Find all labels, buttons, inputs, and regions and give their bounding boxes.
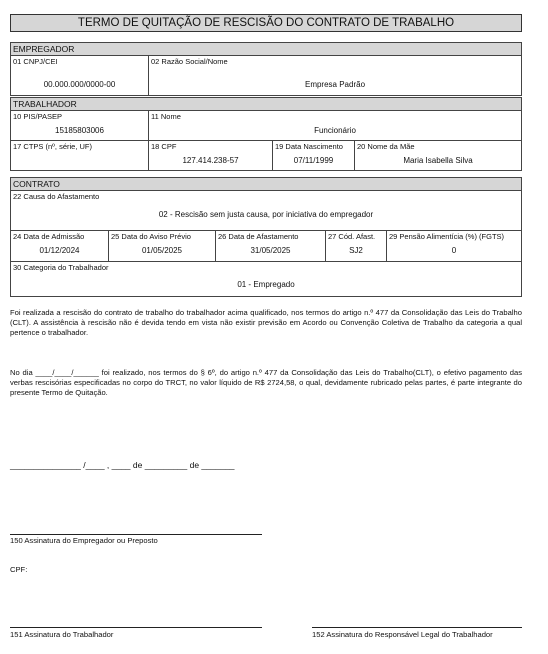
cod-afast-value: SJ2 bbox=[349, 246, 363, 255]
razao-value: Empresa Padrão bbox=[304, 80, 366, 89]
nascimento-value: 07/11/1999 bbox=[293, 156, 334, 165]
section-contrato: CONTRATO bbox=[10, 177, 522, 191]
empregador-signature-line bbox=[10, 534, 262, 535]
pis-label: 10 PIS/PASEP bbox=[13, 112, 63, 121]
pis-cell bbox=[11, 111, 149, 140]
categoria-label: 30 Categoria do Trabalhador bbox=[13, 263, 109, 272]
aviso-label: 25 Data do Aviso Prévio bbox=[111, 232, 191, 241]
afastamento-label: 26 Data de Afastamento bbox=[218, 232, 299, 241]
pensao-label: 29 Pensão Alimentícia (%) (FGTS) bbox=[389, 232, 505, 241]
quitacao-paragraph-1: Foi realizada a rescisão do contrato de trabalho do trabalhador acima qualificado, nos termos do artigo n.º 477 da Consolidação das Leis do Trabalho (CLT). A assistência à rescisão não é devida tendo em vista não existir previsão em Acordo ou Convenção Coletiva de Trabalho da categoria a qual pertence o trabalhador. bbox=[10, 308, 522, 337]
cpf-line: CPF: bbox=[10, 565, 28, 574]
nome-label: 11 Nome bbox=[151, 112, 181, 121]
empregador-signature-label: 150 Assinatura do Empregador ou Preposto bbox=[10, 536, 158, 545]
nascimento-label: 19 Data Nascimento bbox=[275, 142, 343, 151]
trabalhador-row2 bbox=[10, 141, 522, 171]
admissao-cell bbox=[11, 231, 109, 261]
trabalhador-row1 bbox=[10, 111, 522, 141]
cod-afast-label: 27 Cód. Afast. bbox=[328, 232, 376, 241]
trabalhador-signature-label: 151 Assinatura do Trabalhador bbox=[10, 630, 114, 639]
mae-cell bbox=[355, 141, 521, 170]
cnpj-label: 01 CNPJ/CEI bbox=[13, 57, 58, 66]
section-trabalhador: TRABALHADOR bbox=[10, 97, 522, 111]
ctps-cell bbox=[11, 141, 149, 170]
aviso-value: 01/05/2025 bbox=[141, 246, 183, 255]
razao-label: 02 Razão Social/Nome bbox=[151, 57, 228, 66]
afastamento-value: 31/05/2025 bbox=[250, 246, 291, 255]
admissao-label: 24 Data de Admissão bbox=[13, 232, 85, 241]
document-title: TERMO DE QUITAÇÃO DE RESCISÃO DO CONTRATO DE TRABALHO bbox=[10, 14, 522, 32]
ctps-label: 17 CTPS (nº, série, UF) bbox=[13, 142, 93, 151]
causa-value: 02 - Rescisão sem justa causa, por iniciativa do empregador bbox=[158, 210, 374, 219]
pensao-value: 0 bbox=[451, 246, 457, 255]
quitacao-paragraph-2: No dia ____/____/______ foi realizado, nos termos do § 6º, do artigo n.º 477 da Consolidação das Leis do Trabalho(CLT), o efetivo pagamento das verbas rescisórias especificadas no corpo do TRCT, no valor líquido de R$ 2724,58, o qual, devidamente rubricado pelas partes, é parte integrante do presente Termo de Quitação. bbox=[10, 368, 522, 397]
cnpj-cell bbox=[11, 56, 149, 95]
razao-cell bbox=[149, 56, 521, 95]
trabalhador-signature-line bbox=[10, 627, 262, 628]
cpf-value: 127.414.238-57 bbox=[182, 156, 239, 165]
cnpj-value: 00.000.000/0000-00 bbox=[43, 80, 116, 89]
categoria-row bbox=[10, 262, 522, 297]
cod-afast-cell bbox=[326, 231, 387, 261]
pensao-cell bbox=[387, 231, 521, 261]
mae-label: 20 Nome da Mãe bbox=[357, 142, 415, 151]
categoria-value: 01 - Empregado bbox=[237, 280, 295, 289]
nome-cell bbox=[149, 111, 521, 140]
nome-value: Funcionário bbox=[314, 126, 356, 135]
date-line: _______________ /____ , ____ de _________ de _______ bbox=[10, 460, 235, 470]
causa-row bbox=[10, 191, 522, 231]
cpf-label: 18 CPF bbox=[151, 142, 177, 151]
mae-value: Maria Isabella Silva bbox=[403, 156, 473, 165]
cpf-cell bbox=[149, 141, 273, 170]
aviso-cell bbox=[109, 231, 216, 261]
admissao-value: 01/12/2024 bbox=[39, 246, 80, 255]
datas-row bbox=[10, 231, 522, 262]
afastamento-cell bbox=[216, 231, 326, 261]
causa-label: 22 Causa do Afastamento bbox=[13, 192, 100, 201]
section-empregador: EMPREGADOR bbox=[10, 42, 522, 56]
pis-value: 15185803006 bbox=[55, 126, 104, 135]
empregador-frame bbox=[10, 56, 522, 96]
responsavel-signature-label: 152 Assinatura do Responsável Legal do Trabalhador bbox=[312, 630, 493, 639]
nascimento-cell bbox=[273, 141, 355, 170]
responsavel-signature-line bbox=[312, 627, 522, 628]
